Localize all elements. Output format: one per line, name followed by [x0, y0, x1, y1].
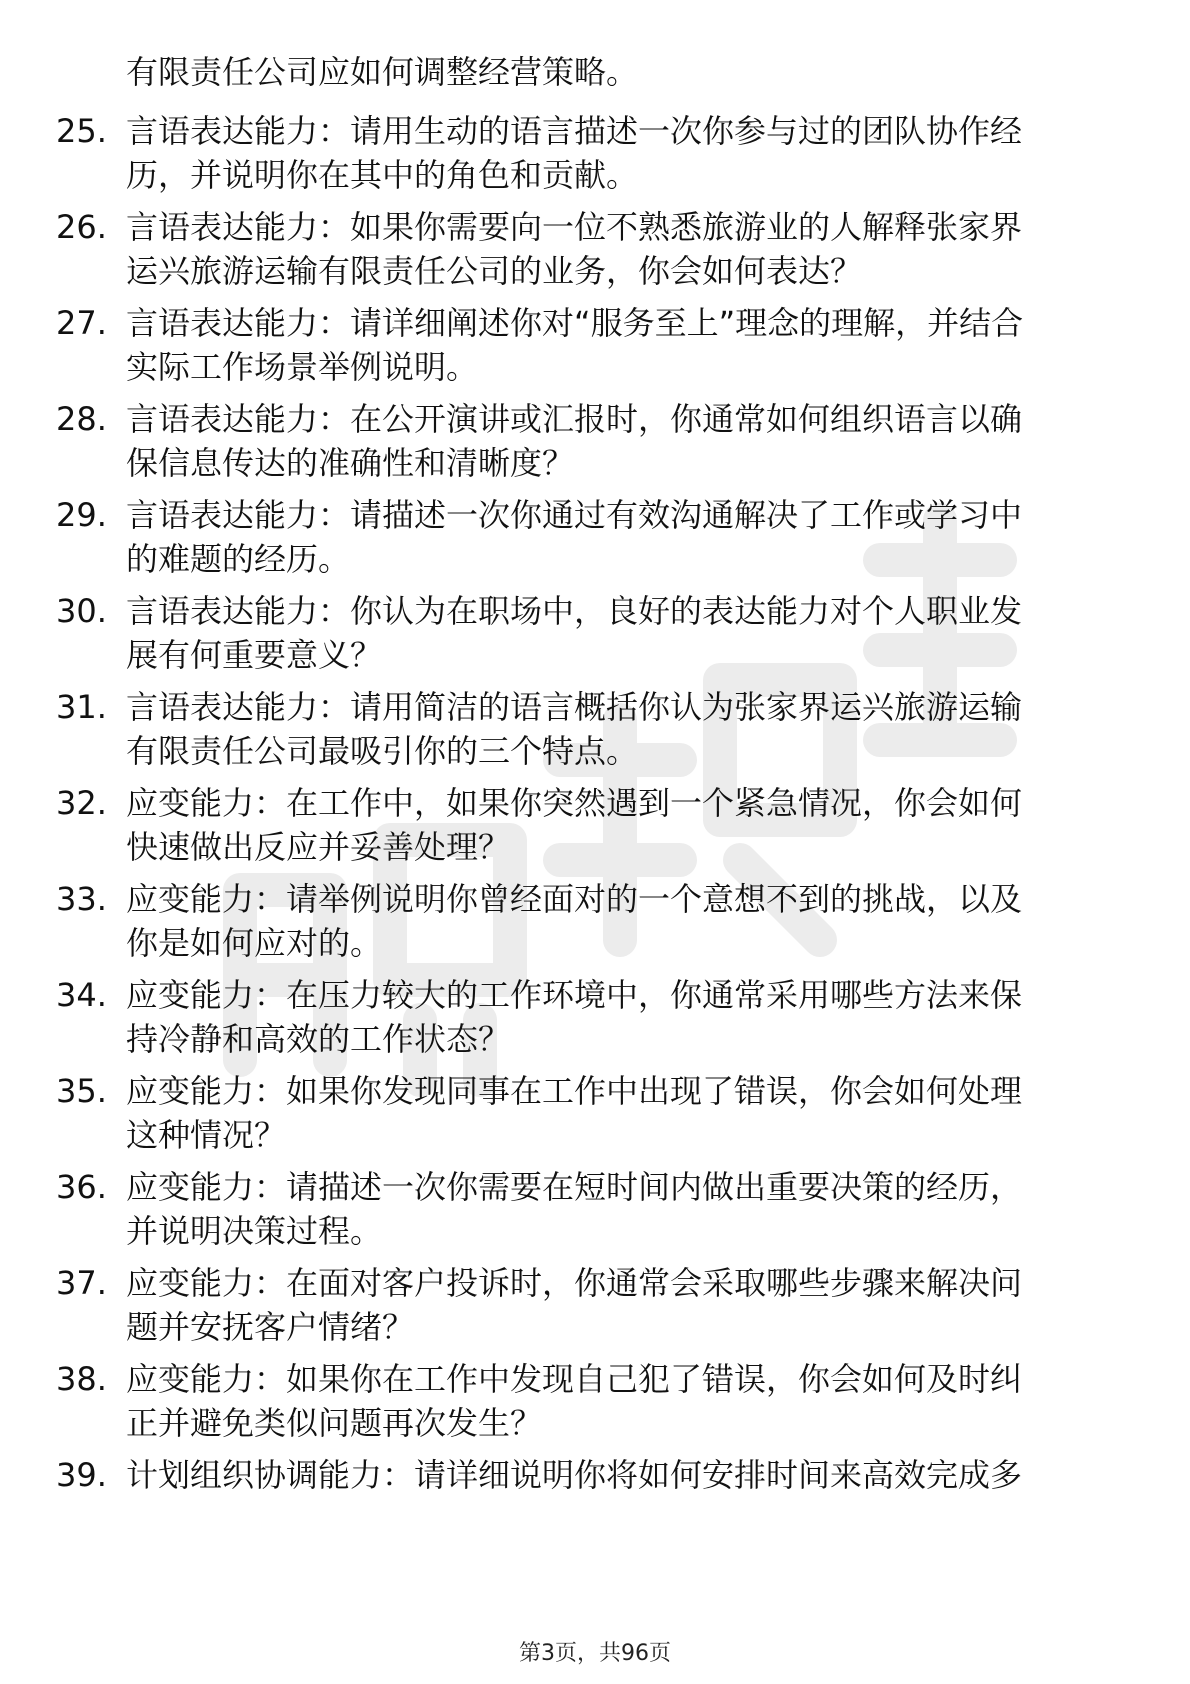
question-item: [0, 205, 1190, 301]
question-number: 32.: [56, 784, 107, 822]
question-text: [126, 1453, 1126, 1497]
question-text-line: 并说明决策过程。: [126, 1212, 383, 1250]
question-list: [0, 109, 1190, 1549]
question-text-line: 言语表达能力：请描述一次你通过有效沟通解决了工作或学习中: [126, 496, 1023, 534]
question-text: [126, 493, 1126, 581]
question-item: [0, 1357, 1190, 1453]
question-text-line: 保信息传达的准确性和清晰度？: [126, 444, 575, 482]
question-number: 26.: [56, 208, 107, 246]
question-number: 27.: [56, 304, 107, 342]
question-number: 38.: [56, 1360, 107, 1398]
question-item: [0, 781, 1190, 877]
question-number: 28.: [56, 400, 107, 438]
question-text-line: 有限责任公司最吸引你的三个特点。: [126, 732, 639, 770]
question-number: 33.: [56, 880, 107, 918]
question-text-line: 题并安抚客户情绪？: [126, 1308, 415, 1346]
question-text: [126, 1165, 1126, 1253]
question-text-line: 应变能力：请举例说明你曾经面对的一个意想不到的挑战，以及: [126, 880, 1023, 918]
question-number: 29.: [56, 496, 107, 534]
question-item: [0, 397, 1190, 493]
question-text-line: 应变能力：如果你发现同事在工作中出现了错误，你会如何处理: [126, 1072, 1023, 1110]
question-number: 39.: [56, 1456, 107, 1494]
question-text: [126, 973, 1126, 1061]
question-text-line: 实际工作场景举例说明。: [126, 348, 479, 386]
question-number: 35.: [56, 1072, 107, 1110]
question-text-line: 应变能力：在面对客户投诉时，你通常会采取哪些步骤来解决问: [126, 1264, 1023, 1302]
question-text: [126, 589, 1126, 677]
question-number: 30.: [56, 592, 107, 630]
question-text: [126, 877, 1126, 965]
question-text-line: 持冷静和高效的工作状态？: [126, 1020, 511, 1058]
question-item: [0, 1165, 1190, 1261]
question-number: 31.: [56, 688, 107, 726]
question-text-line: 言语表达能力：请用简洁的语言概括你认为张家界运兴旅游运输: [126, 688, 1023, 726]
question-item: [0, 109, 1190, 205]
question-text-line: 运兴旅游运输有限责任公司的业务，你会如何表达？: [126, 252, 863, 290]
question-item: [0, 1069, 1190, 1165]
question-text-line: 应变能力：请描述一次你需要在短时间内做出重要决策的经历，: [126, 1168, 1023, 1206]
question-text-line: 言语表达能力：如果你需要向一位不熟悉旅游业的人解释张家界: [126, 208, 1023, 246]
question-item: [0, 685, 1190, 781]
question-text-line: 这种情况？: [126, 1116, 287, 1154]
question-text-line: 展有何重要意义？: [126, 636, 383, 674]
question-item: [0, 301, 1190, 397]
question-text-line: 言语表达能力：在公开演讲或汇报时，你通常如何组织语言以确: [126, 400, 1023, 438]
question-text-line: 言语表达能力：你认为在职场中，良好的表达能力对个人职业发: [126, 592, 1023, 630]
question-text-line: 的难题的经历。: [126, 540, 351, 578]
question-item: [0, 1261, 1190, 1357]
question-number: 36.: [56, 1168, 107, 1206]
question-text-line: 应变能力：在压力较大的工作环境中，你通常采用哪些方法来保: [126, 976, 1023, 1014]
question-text-line: 你是如何应对的。: [126, 924, 383, 962]
question-text-line: 应变能力：如果你在工作中发现自己犯了错误，你会如何及时纠: [126, 1360, 1023, 1398]
question-text: [126, 1261, 1126, 1349]
question-text: [126, 397, 1126, 485]
question-text: [126, 1357, 1126, 1445]
question-item: [0, 493, 1190, 589]
question-number: 25.: [56, 112, 107, 150]
question-item: [0, 1453, 1190, 1549]
page-footer: 第3页，共96页: [519, 1641, 671, 1666]
question-item: [0, 589, 1190, 685]
question-text-line: 正并避免类似问题再次发生？: [126, 1404, 543, 1442]
question-number: 34.: [56, 976, 107, 1014]
question-text-line: 计划组织协调能力：请详细说明你将如何安排时间来高效完成多: [126, 1456, 1023, 1494]
question-item: [0, 877, 1190, 973]
question-text-line: 言语表达能力：请用生动的语言描述一次你参与过的团队协作经: [126, 112, 1023, 150]
question-text: [126, 1069, 1126, 1157]
question-text: [126, 301, 1126, 389]
question-text: [126, 685, 1126, 773]
question-item: [0, 973, 1190, 1069]
question-text-line: 言语表达能力：请详细阐述你对“服务至上”理念的理解，并结合: [126, 304, 1024, 342]
question-number: 37.: [56, 1264, 107, 1302]
question-text-line: 应变能力：在工作中，如果你突然遇到一个紧急情况，你会如何: [126, 784, 1023, 822]
question-text-line: 历，并说明你在其中的角色和贡献。: [126, 156, 639, 194]
question-text: [126, 109, 1126, 197]
continuation-text: 有限责任公司应如何调整经营策略。: [126, 53, 639, 91]
question-text-line: 快速做出反应并妥善处理？: [126, 828, 511, 866]
question-text: [126, 205, 1126, 293]
question-text: [126, 781, 1126, 869]
